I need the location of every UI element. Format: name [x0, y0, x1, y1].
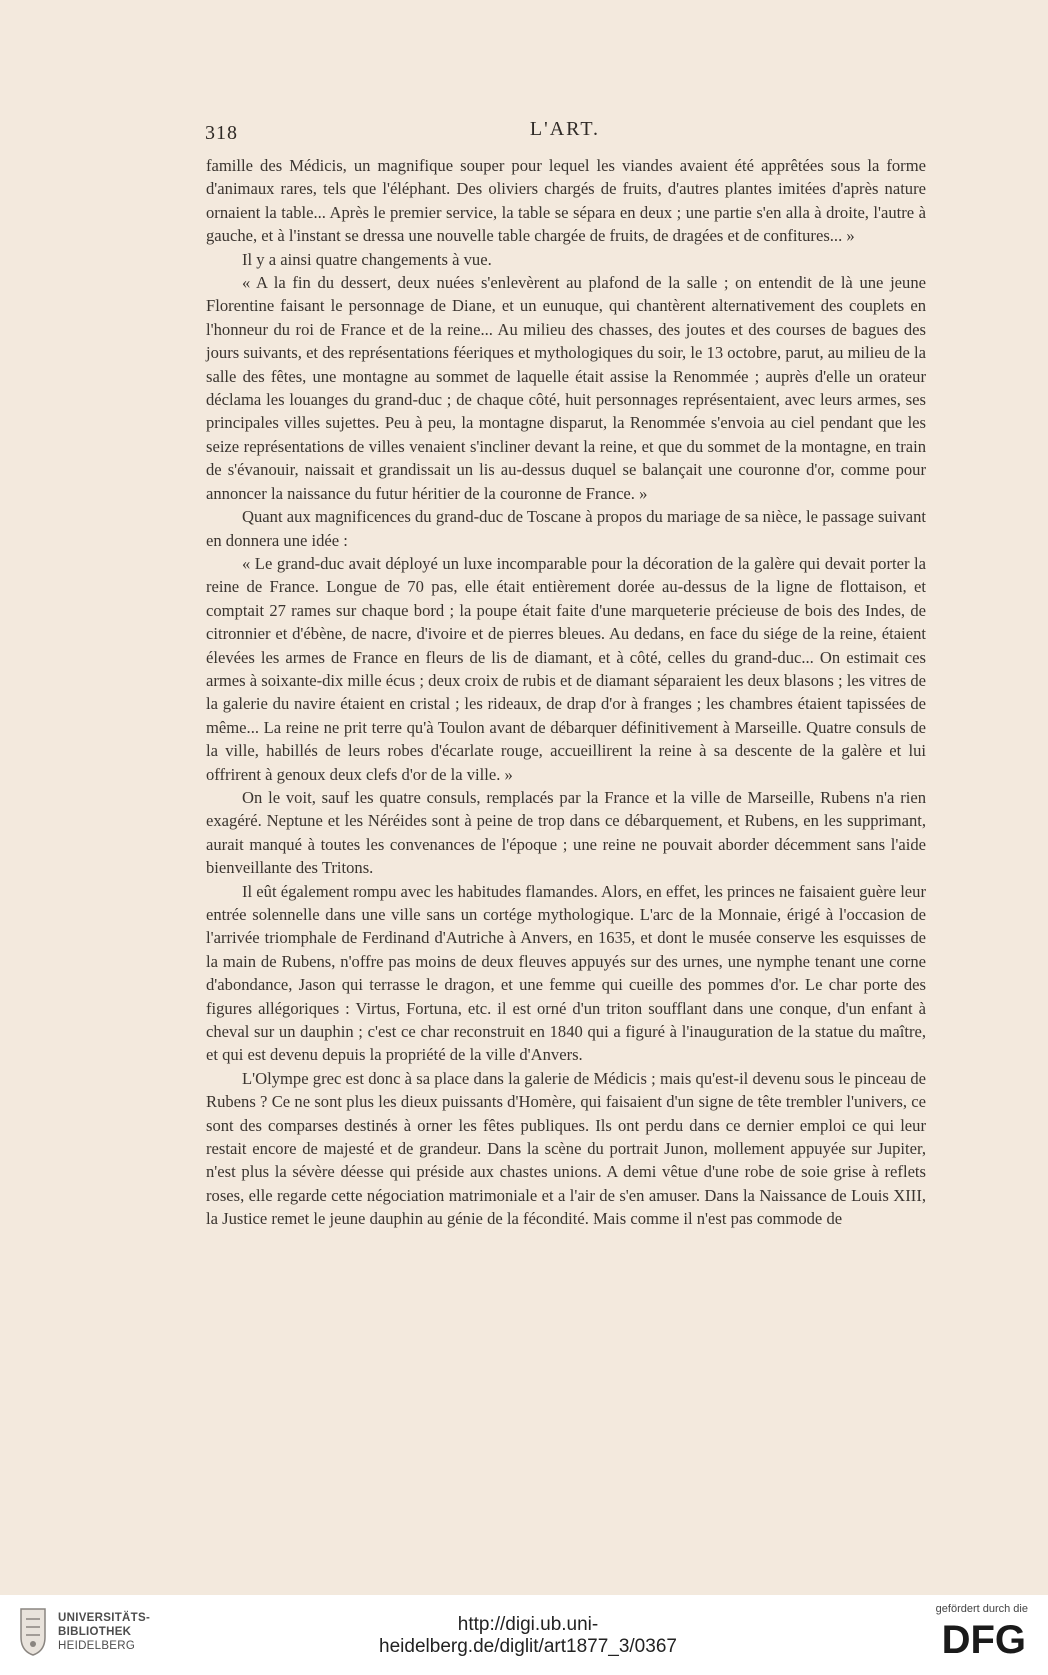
paragraph: Il y a ainsi quatre changements à vue.	[242, 249, 492, 269]
dfg-funding-logo	[910, 1603, 1028, 1657]
paragraph: Quant aux magnificences du grand-duc de Toscane à propos du mariage de sa nièce, le passage suivant en donnera une idée :	[206, 507, 926, 550]
permalink-url[interactable]: http://digi.ub.uni-heidelberg.de/diglit/art1877_3/0367	[379, 1614, 677, 1657]
university-seal-icon	[18, 1607, 48, 1657]
paragraph: « Le grand-duc avait déployé un luxe incomparable pour la décoration de la galère qui devait porter la reine de France. Longue de 70 pas, elle était entièrement dorée au-dessus de la ligne de flottaison, et comptait 27 rames sur chaque bord ; la poupe était faite d'une marqueterie précieuse de bois des Indes, de citronnier et d'ébène, de nacre, d'ivoire et de pierres bleues. Au dedans, en face du siége de la reine, étaient élevées les armes de France en fleurs de lis de diamant, et à côté, celles du grand-duc... On estimait ces armes à soixante-dix mille écus ; deux croix de rubis et de diamant séparaient les deux blasons ; les vitres de la galerie du navire étaient en cristal ; les rideaux, de drap d'or à franges ; les chambres étaient tapissées de même... La reine ne prit terre qu'à Toulon avant de débarquer définitivement à Marseille. Quatre consuls de la ville, habillés de leurs robes d'écarlate rouge, accueillirent la reine à sa descente de la galère et lui offrirent à genoux deux clefs d'or de la ville. »	[206, 553, 926, 784]
paragraph: On le voit, sauf les quatre consuls, remplacés par la France et la ville de Marseille, Rubens n'a rien exagéré. Neptune et les Néréides sont à peine de trop dans ce débarquement, et Rubens, en les supprimant, aurait manqué à toutes les convenances de l'époque ; une reine ne pouvait aborder décemment sans l'aide bienveillante des Tritons.	[206, 787, 926, 878]
article-body	[206, 154, 926, 1231]
paragraph: L'Olympe grec est donc à sa place dans la galerie de Médicis ; mais qu'est-il devenu sous le pinceau de Rubens ? Ce ne sont plus les dieux puissants d'Homère, qui faisaient d'un signe de tête trembler l'univers, ce sont des comparses destinés à orner les fêtes publiques. Ils ont perdu dans ce dernier emploi ce qui leur restait encore de majesté et de grandeur. Dans la scène du portrait Junon, mollement appuyée sur Jupiter, n'est plus la sévère déesse qui préside aux chastes unions. A demi vêtue d'une robe de soie grise à reflets roses, elle regarde cette négociation matrimoniale et a l'air de s'en amuser. Dans la Naissance de Louis XIII, la Justice remet le jeune dauphin au génie de la fécondité. Mais comme il n'est pas commode de	[206, 1068, 926, 1229]
paragraph: Il eût également rompu avec les habitudes flamandes. Alors, en effet, les princes ne faisaient guère leur entrée solennelle dans une ville sans un cortége mythologique. L'arc de la Monnaie, érigé à l'occasion de l'arrivée triomphale de Ferdinand d'Autriche à Anvers, en 1635, et dont le musée conserve les esquisses de la main de Rubens, n'offre pas moins de deux fleuves appuyés sur des urnes, une nymphe tenant une corne d'abondance, Jason qui terrasse le dragon, et une femme qui cueille des pommes d'or. Le char porte des figures allégoriques : Virtus, Fortuna, etc. il est orné d'un triton soufflant dans une conque, d'un enfant à cheval sur un dauphin ; c'est ce char reconstruit en 1840 qui a figuré à l'inauguration de la statue du maître, et qui est devenu depuis la propriété de la ville d'Anvers.	[206, 881, 926, 1065]
dfg-logo-text: DFG	[941, 1618, 1026, 1657]
viewer-footer	[0, 1595, 1048, 1675]
funding-caption: gefördert durch die	[935, 1603, 1028, 1615]
dfg-logo-icon	[918, 1617, 1028, 1657]
page-number: 318	[205, 122, 238, 144]
page-header	[205, 118, 925, 148]
university-name: UNIVERSITÄTS- BIBLIOTHEK HEIDELBERG	[58, 1612, 151, 1652]
university-logo	[18, 1607, 150, 1657]
paragraph: « A la fin du dessert, deux nuées s'enlevèrent au plafond de la salle ; on entendit de là une jeune Florentine faisant le personnage de Diane, et un eunuque, qui chantèrent alternativement des couplets en l'honneur du roi de France et de la reine... Au milieu des chasses, des joutes et des courses de bagues des jours suivants, et des représentations féeriques et mythologiques du soir, le 13 octobre, parut, au milieu de la salle des fêtes, une montagne au sommet de laquelle était assise la Renommée ; auprès d'elle un orateur déclama les louanges du grand-duc ; de chaque côté, huit personnages représentaient, avec leurs armes, ses principales villes sujettes. Peu à peu, la montagne disparut, la Renommée s'envoia au ciel pendant que les seize représentations de villes venaient s'incliner devant la reine, et que du sommet de la montagne, en train de s'évanouir, naissait et grandissait un lis au-dessus duquel se balançait une couronne d'or, comme pour annoncer la naissance du futur héritier de la couronne de France. »	[206, 273, 926, 503]
running-title: L'ART.	[529, 118, 601, 140]
paragraph: famille des Médicis, un magnifique souper pour lequel les viandes avaient été apprêtées sous la forme d'animaux rares, tels que l'éléphant. Des oliviers chargés de fruits, d'autres plantes imitées d'après nature ornaient la table... Après le premier service, la table se sépara en deux ; une partie s'en alla à droite, l'autre à gauche, et à l'instant se dressa une nouvelle table chargée de fruits, de dragées et de confitures... »	[206, 156, 926, 246]
